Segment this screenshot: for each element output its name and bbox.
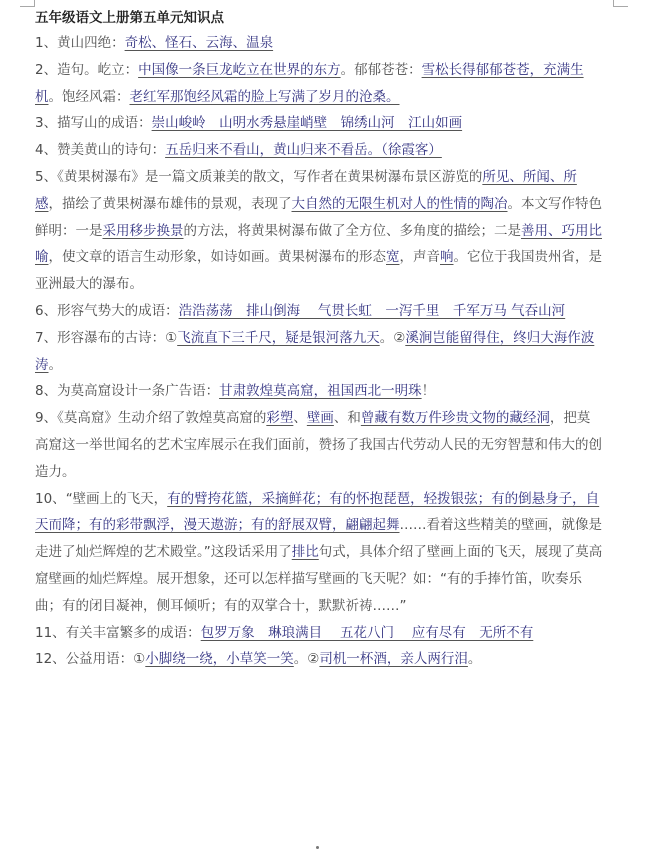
item-text: ，使文章的语言生动形象，如诗如画。黄果树瀑布的形态 <box>48 249 386 266</box>
item-number: 8、 <box>35 383 58 400</box>
item-number: 1、 <box>35 35 58 51</box>
document-body <box>35 30 603 673</box>
item-text: ，描绘了黄果树瀑布雄伟的景观，表现了 <box>48 195 292 212</box>
item-number: 9、 <box>35 410 58 427</box>
item-text: 。饱经风霜： <box>48 88 130 105</box>
item-text: 黄山四绝： <box>57 35 125 51</box>
item-text: 为莫高窟设计一条广告语： <box>57 383 220 400</box>
item-text: 。 <box>48 356 62 373</box>
underlined-answer: 中国像一条巨龙屹立在世界的东方 <box>138 61 341 78</box>
item-text: 、和 <box>333 410 361 427</box>
item-text: 。郁郁苍苍： <box>340 61 422 78</box>
item-text: 。② <box>379 329 406 346</box>
item-number: 6、 <box>35 302 58 319</box>
item-text: 形容瀑布的古诗：① <box>57 329 178 346</box>
underlined-answer: 大自然的无限生机对人的性情的陶冶 <box>291 195 508 212</box>
item-text: 的方法，将黄果树瀑布做了全方位、多角度的描绘；二是 <box>183 222 521 239</box>
item-text: 。本文写作特色鲜明：一是 <box>35 195 602 239</box>
item-text: ，声音 <box>399 249 440 266</box>
underlined-answer: 崇山峻岭 山明水秀悬崖峭壁 锦绣山河 江山如画 <box>151 115 463 132</box>
knowledge-point-item <box>35 325 603 379</box>
underlined-answer: 壁画 <box>306 410 334 427</box>
item-text: 。 <box>467 651 482 668</box>
item-text: 描写山的成语： <box>57 115 152 132</box>
item-number: 3、 <box>35 115 58 132</box>
item-text: 《莫高窟》生动介绍了敦煌莫高窟的 <box>57 410 267 427</box>
underlined-answer: 司机一杯酒，亲人两行泪 <box>319 651 468 668</box>
item-text: ，把莫高窟这一举世闻名的艺术宝库展示在我们面前，赞扬了我国古代劳动人民的无穷智慧和伟大的创造力。 <box>35 410 602 480</box>
item-number: 12、 <box>35 651 66 668</box>
underlined-answer: 曾藏有数万件珍贵文物的藏经洞 <box>360 410 550 427</box>
underlined-answer: 有的臂挎花篮，采摘鲜花；有的怀抱琵琶，轻拨银弦；有的倒悬身子，自天而降；有的彩带飘浮，漫天遨游；有的舒展双臂，翩翩起舞 <box>35 490 600 534</box>
item-text: 《黄果树瀑布》是一篇文质兼美的散文，写作者在黄果树瀑布景区游览的 <box>57 168 483 185</box>
page-corner-mark-left <box>20 0 35 7</box>
item-text: 造句。屹立： <box>57 61 139 78</box>
item-text: ……看着这些精美的壁画，就像是走进了灿烂辉煌的艺术殿堂。”这段话采用了 <box>35 517 602 561</box>
knowledge-point-item <box>35 620 603 647</box>
underlined-answer: 所见、所闻、所感 <box>35 168 577 212</box>
underlined-answer: 宽 <box>386 249 400 266</box>
knowledge-point-item <box>35 298 603 325</box>
item-text: 赞美黄山的诗句： <box>57 142 166 159</box>
underlined-answer: 包罗万象 琳琅满目 五花八门 应有尽有 无所不有 <box>200 624 534 641</box>
underlined-answer: 采用移步换景 <box>102 222 184 239</box>
item-text: 形容气势大的成语： <box>57 302 179 319</box>
underlined-answer: 飞流直下三千尺，疑是银河落九天 <box>177 329 380 346</box>
underlined-answer: 浩浩荡荡 排山倒海 气贯长虹 一泻千里 千军万马 气吞山河 <box>178 302 566 319</box>
underlined-answer: 老红军那饱经风霜的脸上写满了岁月的沧桑。 <box>129 88 400 105</box>
underlined-answer: 五岳归来不看山，黄山归来不看岳。（徐霞客） <box>165 142 442 159</box>
item-text: 。它位于我国贵州省，是亚洲最大的瀑布。 <box>35 249 602 293</box>
page-footer-mark <box>316 846 319 849</box>
underlined-answer: 彩塑 <box>266 410 294 427</box>
knowledge-point-item <box>35 378 603 405</box>
item-number: 2、 <box>35 61 58 78</box>
knowledge-point-item <box>35 486 603 620</box>
item-text: 、 <box>293 410 307 427</box>
underlined-answer: 小脚绕一绕，小草笑一笑 <box>145 651 294 668</box>
underlined-answer: 雪松长得郁郁苍苍，充满生机 <box>35 61 584 105</box>
item-number: 10、 <box>35 490 66 507</box>
knowledge-point-item <box>35 137 603 164</box>
page-corner-mark-right <box>613 0 628 7</box>
item-number: 7、 <box>35 329 58 346</box>
underlined-answer: 善用、巧用比喻 <box>35 222 602 266</box>
item-number: 5、 <box>35 168 58 185</box>
knowledge-point-item <box>35 57 603 111</box>
knowledge-point-item <box>35 30 603 57</box>
item-text: “壁画上的飞天， <box>65 490 168 507</box>
underlined-answer: 响 <box>440 249 454 266</box>
knowledge-point-item <box>35 405 603 485</box>
document-title: 五年级语文上册第五单元知识点 <box>35 10 224 26</box>
item-text: 句式，具体介绍了壁画上面的飞天，展现了莫高窟壁画的灿烂辉煌。展开想象，还可以怎样描写壁画的飞天呢？如：“有的手捧竹笛，吹奏乐曲；有的闭目凝神，侧耳倾听；有的双掌合十，默默祈祷……” <box>35 544 603 614</box>
underlined-answer: 溪涧岂能留得住，终归大海作波涛 <box>35 329 595 373</box>
item-number: 11、 <box>35 624 66 641</box>
item-text: ！ <box>421 383 436 400</box>
knowledge-point-item <box>35 164 603 298</box>
item-text: 公益用语：① <box>65 651 146 668</box>
knowledge-point-item <box>35 110 603 137</box>
item-number: 4、 <box>35 142 58 159</box>
item-text: 有关丰富繁多的成语： <box>65 624 201 641</box>
knowledge-point-item <box>35 646 603 673</box>
item-text: 。② <box>293 651 320 668</box>
underlined-answer: 排比 <box>291 544 319 561</box>
underlined-answer: 甘肃敦煌莫高窟，祖国西北一明珠 <box>219 383 422 400</box>
underlined-answer: 奇松、怪石、云海、温泉 <box>124 35 274 51</box>
